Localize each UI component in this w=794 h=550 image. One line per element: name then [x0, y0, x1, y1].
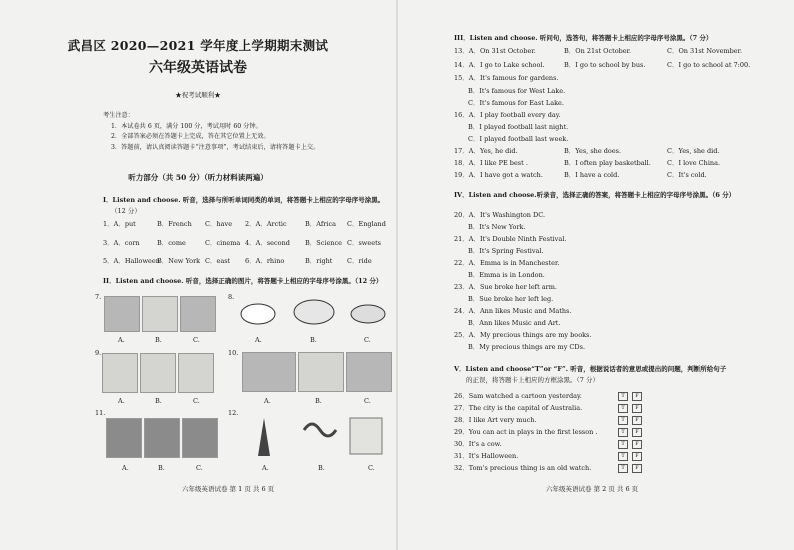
tf-statement: 30．It's a cow.	[454, 440, 502, 448]
picture-city-c	[182, 418, 218, 458]
option: B．right	[305, 257, 333, 265]
picture-foot-a	[104, 296, 140, 332]
option: B．It's famous for West Lake.	[468, 87, 566, 95]
option: 14．A．I go to Lake school.	[454, 61, 545, 69]
option-b-label: B.	[310, 336, 317, 344]
question-number: 11.	[95, 409, 106, 417]
tf-boxes	[614, 391, 642, 401]
part-iv-heading: IV．Listen and choose.听录音，选择正确的答案，将答题卡上相应的字母序号涂黑。（6 分）	[454, 191, 736, 199]
option-c-label: C.	[193, 336, 200, 344]
option-b-label: B.	[158, 464, 165, 472]
page-footer: 六年级英语试卷 第 2 页 共 6 页	[546, 485, 639, 493]
page-1	[0, 0, 396, 550]
page-2	[398, 0, 794, 550]
page-footer: 六年级英语试卷 第 1 页 共 6 页	[182, 485, 275, 493]
option: C．sweets	[347, 239, 382, 247]
option: C．England	[347, 220, 386, 228]
option-c-label: C.	[196, 464, 203, 472]
picture-map-a	[102, 353, 138, 393]
picture-foot-c	[180, 296, 216, 332]
picture-city-a	[106, 418, 142, 458]
picture-city-b	[144, 418, 180, 458]
option-a-label: A.	[118, 336, 125, 344]
option: B．come	[157, 239, 186, 247]
option: 23．A．Sue broke her left arm.	[454, 283, 557, 291]
eiffel-tower-icon	[258, 418, 270, 456]
tf-boxes	[614, 439, 642, 449]
elephant-picture	[294, 300, 334, 324]
animal-drawings	[238, 298, 388, 330]
option: B．My precious things are my CDs.	[468, 343, 586, 351]
option-a-label: A.	[262, 464, 269, 472]
option: 19．A．I have got a watch.	[454, 171, 543, 179]
f-box[interactable]: F	[632, 392, 642, 401]
t-box[interactable]: T	[618, 428, 628, 437]
option: 21．A．It's Double Ninth Festival.	[454, 235, 567, 243]
picture-map-c	[178, 353, 214, 393]
option: C．I played football last week.	[468, 135, 569, 143]
option: 17．A．Yes, he did.	[454, 147, 518, 155]
option: B．Science	[305, 239, 342, 247]
t-box[interactable]: T	[618, 416, 628, 425]
tf-boxes	[614, 427, 642, 437]
option: C．east	[205, 257, 231, 265]
question-number: 8.	[228, 293, 235, 301]
letters-picture	[304, 424, 336, 436]
exam-subtitle: 六年级英语试卷	[149, 60, 247, 76]
option: B．It's New York.	[468, 223, 526, 231]
option: B．I played football last night.	[468, 123, 569, 131]
option-a-label: A.	[255, 336, 262, 344]
note-line: 3．答题前，请认真阅读答题卡“注意事项”，考试结束后，请将答题卡上交。	[111, 143, 320, 151]
question-number: 12.	[228, 409, 239, 417]
picture-10-c	[346, 352, 392, 392]
picture-12-drawings	[254, 416, 384, 458]
option-a-label: A.	[122, 464, 129, 472]
option: C．Yes, she did.	[667, 147, 720, 155]
option: 13．A．On 31st October.	[454, 47, 536, 55]
option: B．On 21st October.	[564, 47, 632, 55]
option: 2．A．Arctic	[245, 220, 287, 228]
part-i-heading: I．Listen and choose. 听音，选择与所听单词同类的单词，将答题卡上相应的字母序号涂黑。	[103, 196, 385, 204]
option: C．ride	[347, 257, 372, 265]
option: 25．A．My precious things are my books.	[454, 331, 592, 339]
t-box[interactable]: T	[618, 464, 628, 473]
option: C．have	[205, 220, 233, 228]
f-box[interactable]: F	[632, 452, 642, 461]
option: B．Emma is in London.	[468, 271, 545, 279]
tf-statement: 29．You can act in plays in the first lesson .	[454, 428, 598, 436]
part-v-heading-cont: 的正误，将答题卡上相应的方框涂黑。（7 分）	[466, 376, 599, 384]
part-iii-heading: III．Listen and choose. 听问句，选答句，将答题卡上相应的字母序号涂黑。（7 分）	[454, 34, 713, 42]
option: C．I love China.	[667, 159, 721, 167]
t-box[interactable]: T	[618, 440, 628, 449]
option: B．I have a cold.	[564, 171, 620, 179]
exam-title: 武昌区 2020—2021 学年度上学期期末测试	[67, 38, 329, 53]
option-a-label: A.	[118, 397, 125, 405]
tf-boxes	[614, 463, 642, 473]
tf-boxes	[614, 451, 642, 461]
option: 24．A．Ann likes Music and Maths.	[454, 307, 572, 315]
part-ii-heading: II．Listen and choose. 听音，选择正确的图片，将答题卡上相应的字母序号涂黑。（12 分）	[103, 277, 383, 285]
option-c-label: C.	[364, 336, 371, 344]
notes-head: 考生注意：	[103, 112, 134, 119]
tf-statement: 31．It's Halloween.	[454, 452, 519, 460]
notes	[103, 111, 319, 153]
option: B．Ann likes Music and Art.	[468, 319, 561, 327]
question-number: 10.	[228, 349, 239, 357]
option: C．It's cold.	[667, 171, 707, 179]
picture-foot-b	[142, 296, 178, 332]
f-box[interactable]: F	[632, 440, 642, 449]
tf-statement: 28．I like Art very much.	[454, 416, 537, 424]
option: B．Yes, she does.	[564, 147, 622, 155]
option-b-label: B.	[318, 464, 325, 472]
option: B．Sue broke her left leg.	[468, 295, 554, 303]
option-c-label: C.	[193, 397, 200, 405]
option: 20．A．It's Washington DC.	[454, 211, 546, 219]
option: 18．A．I like PE best .	[454, 159, 528, 167]
picture-10-b	[298, 352, 344, 392]
option: B．It's Spring Festival.	[468, 247, 544, 255]
option: 5．A．Halloween	[103, 257, 160, 265]
tf-boxes	[614, 415, 642, 425]
question-number: 7.	[95, 293, 102, 301]
option-a-label: A.	[264, 397, 271, 405]
f-box[interactable]: F	[632, 416, 642, 425]
good-luck: ★祝考试顺利★	[175, 91, 221, 99]
tiger-picture	[351, 305, 385, 323]
t-box[interactable]: T	[618, 404, 628, 413]
f-box[interactable]: F	[632, 428, 642, 437]
option: C．I go to school at 7:00.	[667, 61, 751, 69]
picture-map-b	[140, 353, 176, 393]
t-box[interactable]: T	[618, 452, 628, 461]
option: 3．A．corn	[103, 239, 140, 247]
option: 22．A．Emma is in Manchester.	[454, 259, 560, 267]
option-b-label: B.	[155, 336, 162, 344]
option-c-label: C.	[368, 464, 375, 472]
tf-statement: 27．The city is the capital of Australia.	[454, 404, 583, 412]
t-box[interactable]: T	[618, 392, 628, 401]
option: 16．A．I play football every day.	[454, 111, 561, 119]
option: C．On 31st November.	[667, 47, 743, 55]
listening-section-title: 听力部分（共 50 分）（听力材料读两遍）	[128, 173, 268, 182]
tf-boxes	[614, 403, 642, 413]
option-b-label: B.	[155, 397, 162, 405]
option: 4．A．second	[245, 239, 290, 247]
f-box[interactable]: F	[632, 464, 642, 473]
option: B．French	[157, 220, 192, 228]
option: 6．A．rhino	[245, 257, 285, 265]
option-c-label: C.	[364, 397, 371, 405]
option: C．It's famous for East Lake.	[468, 99, 564, 107]
option: B．Africa	[305, 220, 336, 228]
chinese-card-picture	[350, 418, 382, 454]
f-box[interactable]: F	[632, 404, 642, 413]
option-b-label: B.	[315, 397, 322, 405]
note-line: 1．本试卷共 6 页，满分 100 分，考试用时 60 分钟。	[111, 122, 262, 130]
note-line: 2．全部答案必须在答题卡上完成，答在其它位置上无效。	[111, 133, 270, 140]
question-number: 9.	[95, 349, 102, 357]
tf-statement: 32．Tom's precious thing is an old watch.	[454, 464, 592, 472]
tf-statement: 26．Sam watched a cartoon yesterday.	[454, 392, 582, 400]
polar-bear-picture	[241, 304, 275, 324]
option: 1．A．put	[103, 220, 136, 228]
option: B．I often play basketball.	[564, 159, 651, 167]
part-i-points: （12 分）	[111, 207, 141, 215]
option: C．cinema	[205, 239, 241, 247]
part-v-heading: V．Listen and choose“T”or “F”. 听音，根据说话者的意思或提出的问题，判断所给句子	[454, 365, 727, 373]
picture-10-a	[242, 352, 296, 392]
option: 15．A．It's famous for gardens.	[454, 74, 559, 82]
option: B．I go to school by bus.	[564, 61, 646, 69]
option: B．New York	[157, 257, 201, 265]
